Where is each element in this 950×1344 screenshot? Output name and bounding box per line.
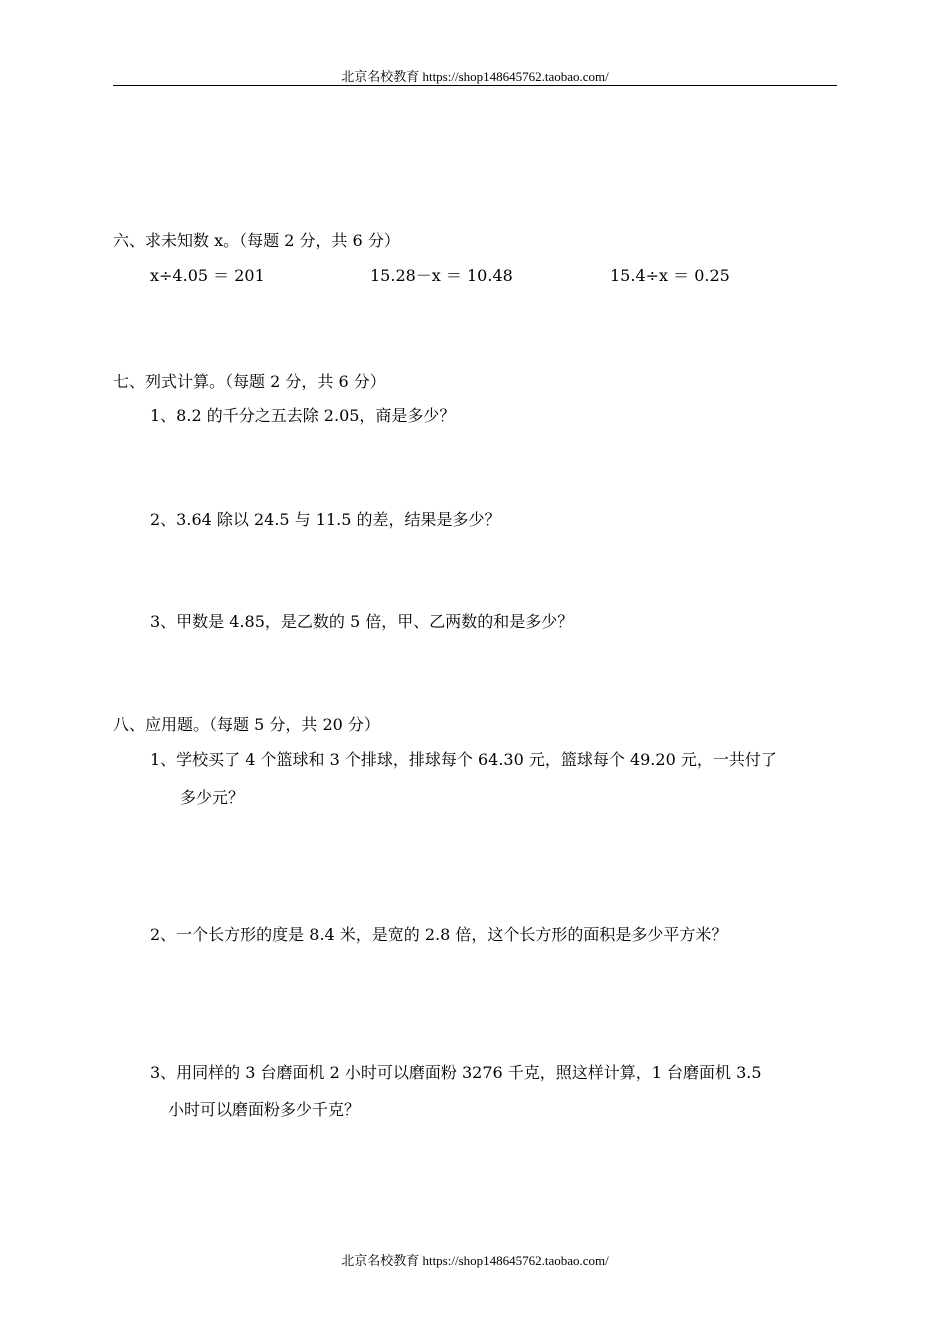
section-6-title: 六、求未知数 x。（每题 2 分，共 6 分） [113,231,400,250]
page-header: 北京名校教育 https://shop148645762.taobao.com/ [341,69,609,84]
header-rule [113,85,837,86]
section-8-q3-line2: 小时可以磨面粉多少千克？ [168,1100,361,1119]
equation-3: 15.4÷x ＝ 0.25 [610,266,730,285]
equation-2: 15.28－x ＝ 10.48 [370,266,513,285]
section-8-q1-line1: 1、学校买了 4 个篮球和 3 个排球，排球每个 64.30 元，篮球每个 49.20 元，一共付了 [150,750,777,769]
equation-1: x÷4.05 ＝ 201 [150,266,265,285]
section-7-title: 七、列式计算。（每题 2 分，共 6 分） [113,372,386,391]
section-7-item-3: 3、甲数是 4.85，是乙数的 5 倍，甲、乙两数的和是多少？ [150,612,574,631]
section-7-item-2: 2、3.64 除以 24.5 与 11.5 的差，结果是多少？ [150,510,501,529]
section-8-title: 八、应用题。（每题 5 分，共 20 分） [113,715,380,734]
page-footer: 北京名校教育 https://shop148645762.taobao.com/ [341,1253,609,1268]
section-8-q1-line2: 多少元？ [180,788,245,807]
section-7-item-1: 1、8.2 的千分之五去除 2.05，商是多少？ [150,406,456,425]
section-8-q3-line1: 3、用同样的 3 台磨面机 2 小时可以磨面粉 3276 千克，照这样计算，1 台磨面机 3.5 [150,1063,762,1082]
section-8-q2: 2、一个长方形的度是 8.4 米，是宽的 2.8 倍，这个长方形的面积是多少平方米？ [150,925,728,944]
